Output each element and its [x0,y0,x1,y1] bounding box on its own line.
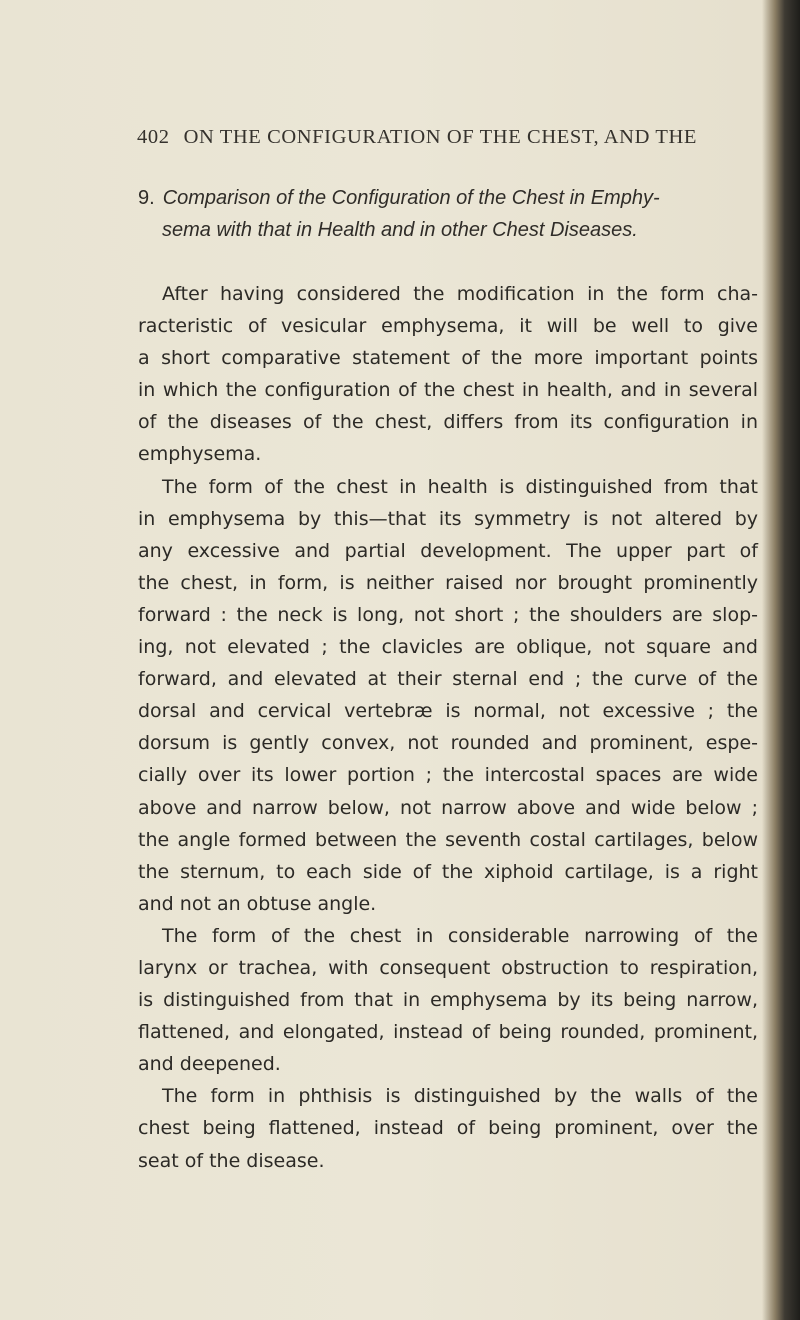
text-line: forward : the neck is long, not short ; the shoulders are slop- [138,603,758,626]
text-line: cially over its lower portion ; the intercostal spaces are wide [138,764,758,787]
text-line: the sternum, to each side of the xiphoid cartilage, is a right [138,860,758,883]
text-line: and deepened. [138,1053,281,1076]
text-line: larynx or trachea, with consequent obstruction to respiration, [138,956,758,979]
text-line: any excessive and partial development. The upper part of [138,539,758,562]
text-line: forward, and elevated at their sternal end ; the curve of the [138,668,758,691]
running-head [137,126,757,149]
page-number: 402 [137,126,170,148]
text-line: in emphysema by this—that its symmetry is not altered by [138,507,758,530]
text-line: in which the configuration of the chest in health, and in several [138,379,758,402]
text-line: dorsal and cervical vertebræ is normal, not excessive ; the [138,700,758,723]
text-line: seat of the disease. [138,1149,325,1172]
text-line: flattened, and elongated, instead of being rounded, prominent, [138,1021,758,1044]
running-title: ON THE CONFIGURATION OF THE CHEST, AND THE [183,126,697,148]
text-line: racteristic of vesicular emphysema, it will be well to give [138,315,758,338]
page-edge-shadow [762,0,800,1320]
section-title-line-2: sema with that in Health and in other Chest Diseases. [162,219,638,241]
text-line: of the diseases of the chest, differs from its configuration in [138,411,758,434]
text-line: above and narrow below, not narrow above and wide below ; [138,796,758,819]
text-line: a short comparative statement of the more important points [138,347,758,370]
body-text [138,278,758,1177]
text-line: ing, not elevated ; the clavicles are oblique, not square and [138,636,758,659]
text-line: The form of the chest in health is distinguished from that [162,475,758,498]
text-line: chest being flattened, instead of being prominent, over the [138,1117,758,1140]
text-line: and not an obtuse angle. [138,892,377,915]
text-line: the chest, in form, is neither raised nor brought prominently [138,571,758,594]
text-line: is distinguished from that in emphysema by its being narrow, [138,989,758,1012]
text-line: After having considered the modification in the form cha- [162,283,758,305]
text-line: dorsum is gently convex, not rounded and prominent, espe- [138,732,758,755]
section-heading [138,182,758,246]
section-number: 9. [138,187,155,209]
text-line: emphysema. [138,443,262,466]
text-line: The form in phthisis is distinguished by the walls of the [162,1085,758,1108]
section-title-line-1: Comparison of the Configuration of the Chest in Emphy- [162,187,660,209]
text-line: The form of the chest in considerable narrowing of the [162,924,758,947]
text-line: the angle formed between the seventh costal cartilages, below [138,828,758,851]
